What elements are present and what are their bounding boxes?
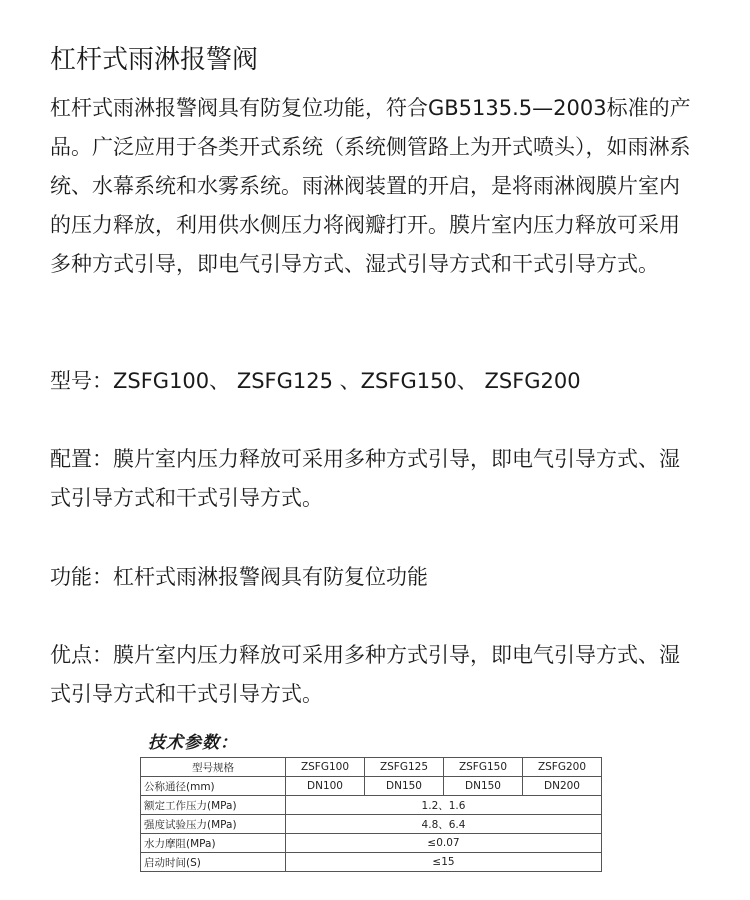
- spec-row-hydraulic-friction: [141, 834, 602, 853]
- spec-cell: 1.2、1.6: [286, 796, 602, 815]
- spec-header-row: [141, 758, 602, 777]
- spec-row-label: 额定工作压力(MPa): [141, 796, 286, 815]
- spec-cell: DN200: [523, 777, 602, 796]
- spec-header-cell: ZSFG100: [286, 758, 365, 777]
- spec-row-rated-pressure: [141, 796, 602, 815]
- advantages-text: 优点：膜片室内压力释放可采用多种方式引导，即电气引导方式、湿式引导方式和干式引导方式。: [50, 643, 680, 706]
- spec-cell: 4.8、6.4: [286, 815, 602, 834]
- spec-row-label: 启动时间(S): [141, 853, 286, 872]
- spec-table: [140, 757, 602, 872]
- spec-row-test-pressure: [141, 815, 602, 834]
- spec-header-cell: ZSFG200: [523, 758, 602, 777]
- spec-header-cell: 型号规格: [141, 758, 286, 777]
- spec-header-cell: ZSFG150: [444, 758, 523, 777]
- spec-row-nominal-diameter: [141, 777, 602, 796]
- spec-cell: ≤15: [286, 853, 602, 872]
- spec-header-cell: ZSFG125: [365, 758, 444, 777]
- page-title: 杠杆式雨淋报警阀: [50, 45, 259, 75]
- spec-cell: DN100: [286, 777, 365, 796]
- spec-row-label: 公称通径(mm): [141, 777, 286, 796]
- product-description: 杠杆式雨淋报警阀具有防复位功能，符合GB5135.5—2003标准的产品。广泛应用于各类开式系统（系统侧管路上为开式喷头），如雨淋系统、水幕系统和水雾系统。雨淋阀装置的开启，是将雨淋阀膜片室内的压力释放，利用供水侧压力将阀瓣打开。膜片室内压力释放可采用多种方式引导，即电气引导方式、湿式引导方式和干式引导方式。: [50, 96, 691, 276]
- spec-cell: DN150: [365, 777, 444, 796]
- configuration-text: 配置：膜片室内压力释放可采用多种方式引导，即电气引导方式、湿式引导方式和干式引导方式。: [50, 447, 680, 510]
- spec-cell: DN150: [444, 777, 523, 796]
- spec-row-label: 强度试验压力(MPa): [141, 815, 286, 834]
- spec-row-label: 水力摩阻(MPa): [141, 834, 286, 853]
- spec-row-startup-time: [141, 853, 602, 872]
- spec-title: 技术参数：: [148, 733, 238, 753]
- model-list: 型号：ZSFG100、 ZSFG125 、ZSFG150、 ZSFG200: [50, 369, 581, 393]
- function-text: 功能：杠杆式雨淋报警阀具有防复位功能: [50, 565, 428, 589]
- spec-cell: ≤0.07: [286, 834, 602, 853]
